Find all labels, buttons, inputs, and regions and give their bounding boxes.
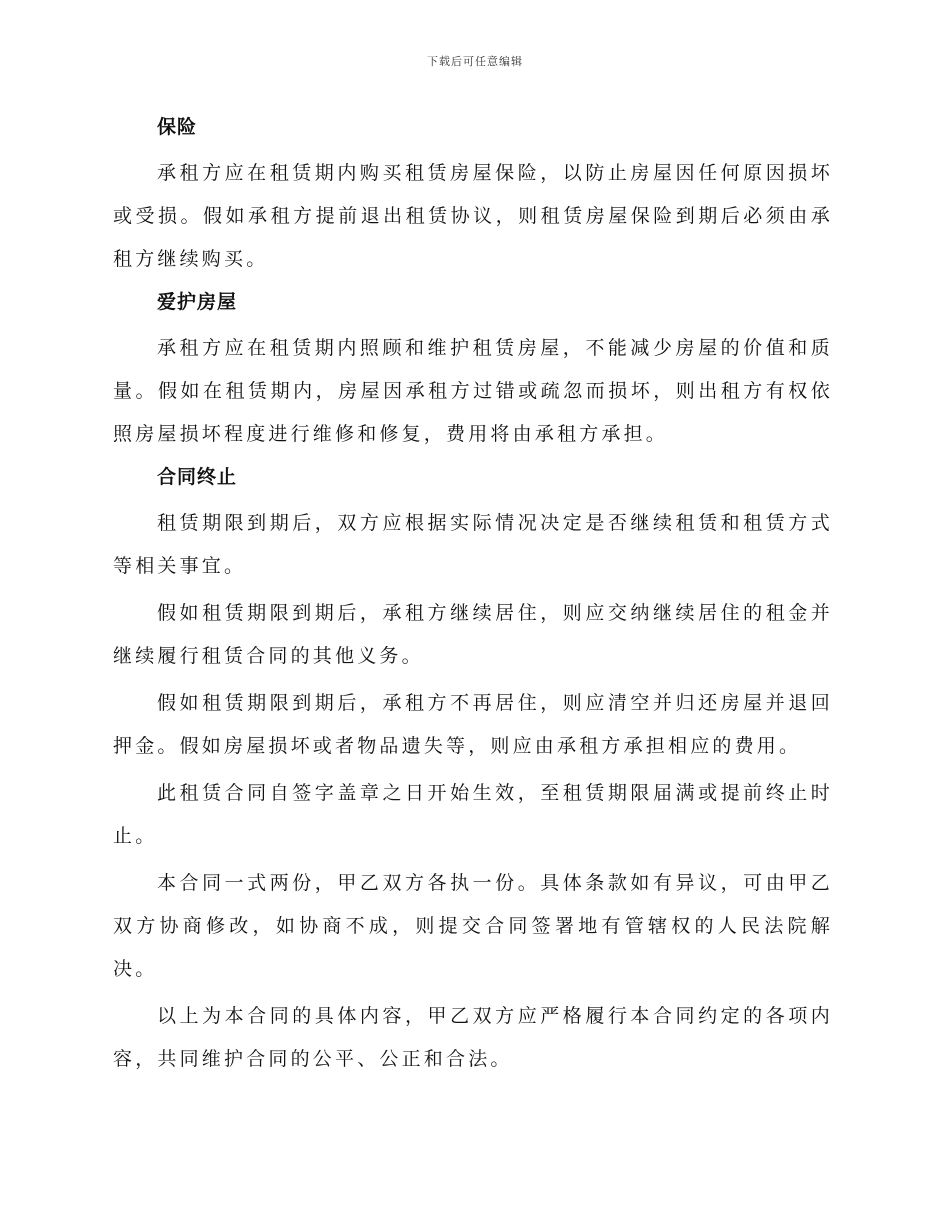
page-header: 下载后可任意编辑 bbox=[427, 55, 523, 68]
paragraph: 承租方应在租赁期内照顾和维护租赁房屋，不能减少房屋的价值和质量。假如在租赁期内，房屋因承租方过错或疏忽而损坏，则出租方有权依照房屋损坏程度进行维修和修复，费用将由承租方承担。 bbox=[113, 337, 833, 445]
paragraph: 此租赁合同自签字盖章之日开始生效，至租赁期限届满或提前终止时止。 bbox=[113, 782, 833, 847]
paragraph: 承租方应在租赁期内购买租赁房屋保险，以防止房屋因任何原因损坏或受损。假如承租方提前退出租赁协议，则租赁房屋保险到期后必须由承租方继续购买。 bbox=[113, 162, 833, 270]
section-heading: 保险 bbox=[157, 116, 198, 138]
section-insurance bbox=[113, 110, 833, 281]
paragraph: 假如租赁期限到期后，承租方继续居住，则应交纳继续居住的租金并继续履行租赁合同的其他义务。 bbox=[113, 602, 833, 667]
section-heading: 爱护房屋 bbox=[157, 291, 238, 313]
paragraph: 以上为本合同的具体内容，甲乙双方应严格履行本合同约定的各项内容，共同维护合同的公平、公正和合法。 bbox=[113, 1005, 833, 1070]
paragraph: 本合同一式两份，甲乙双方各执一份。具体条款如有异议，可由甲乙双方协商修改，如协商不成，则提交合同签署地有管辖权的人民法院解决。 bbox=[113, 872, 833, 980]
paragraph: 租赁期限到期后，双方应根据实际情况决定是否继续租赁和租赁方式等相关事宜。 bbox=[113, 512, 833, 577]
document-body bbox=[113, 110, 833, 1085]
paragraph: 假如租赁期限到期后，承租方不再居住，则应清空并归还房屋并退回押金。假如房屋损坏或者物品遗失等，则应由承租方承担相应的费用。 bbox=[113, 692, 833, 757]
section-contract-termination bbox=[113, 460, 833, 1081]
section-heading: 合同终止 bbox=[157, 466, 238, 488]
section-property-care bbox=[113, 285, 833, 456]
